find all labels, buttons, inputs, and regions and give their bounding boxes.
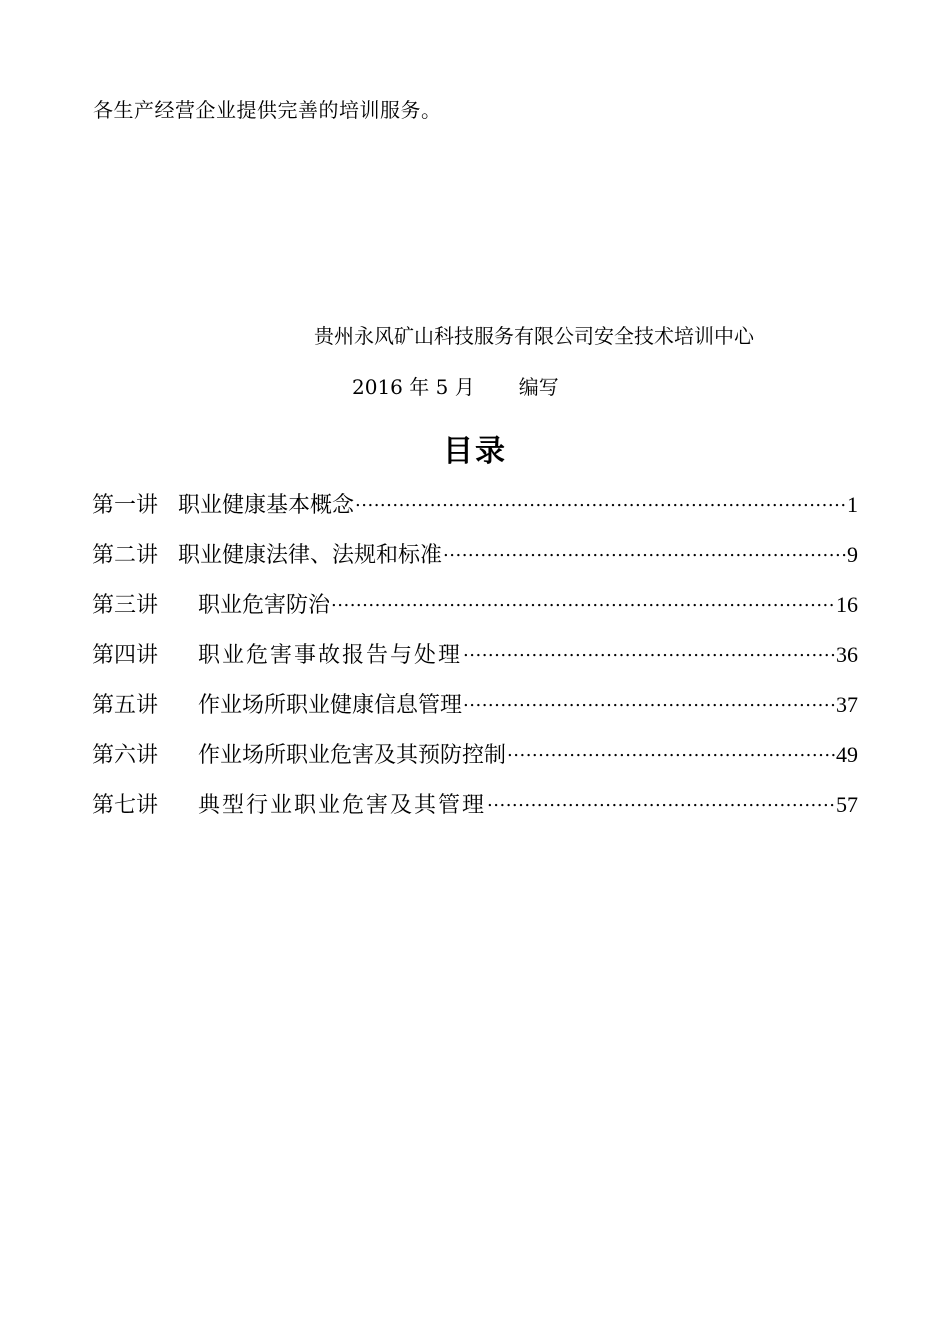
intro-text: 各生产经营企业提供完善的培训服务。 — [93, 98, 442, 122]
toc-chapter: 第一讲 — [92, 493, 159, 518]
toc-page-number: 49 — [836, 742, 858, 767]
toc-page-number: 16 — [836, 592, 858, 617]
toc-page-number: 37 — [836, 692, 858, 717]
toc-chapter: 第六讲 — [92, 743, 159, 768]
toc-page-number: 36 — [836, 642, 858, 667]
toc-topic: 职业危害防治 — [198, 593, 331, 618]
toc-page-number: 9 — [847, 542, 858, 567]
document-date: 2016 年 5 月 — [352, 375, 475, 399]
toc-topic: 职业健康法律、法规和标准 — [178, 543, 443, 568]
author-note: 编写 — [518, 375, 559, 399]
toc-chapter: 第四讲 — [92, 643, 159, 668]
toc-entry[interactable] — [92, 780, 858, 830]
toc-chapter: 第三讲 — [92, 593, 159, 618]
table-of-contents — [92, 480, 858, 830]
organization-name: 贵州永风矿山科技服务有限公司安全技术培训中心 — [314, 324, 754, 348]
toc-leader-dots — [463, 630, 835, 662]
toc-topic: 典型行业职业危害及其管理 — [198, 793, 487, 818]
toc-entry[interactable] — [92, 580, 858, 630]
toc-topic: 作业场所职业危害及其预防控制 — [198, 743, 507, 768]
toc-entry[interactable] — [92, 630, 858, 680]
toc-leader-dots — [331, 580, 835, 612]
toc-page-number: 57 — [836, 792, 858, 817]
toc-topic: 职业危害事故报告与处理 — [198, 643, 463, 668]
toc-leader-dots — [487, 780, 835, 812]
toc-entry[interactable] — [92, 680, 858, 730]
toc-entry[interactable] — [92, 480, 858, 530]
toc-entry[interactable] — [92, 530, 858, 580]
toc-chapter: 第七讲 — [92, 793, 159, 818]
date-line — [352, 371, 559, 400]
toc-leader-dots — [507, 730, 835, 762]
toc-leader-dots — [443, 530, 846, 562]
toc-chapter: 第五讲 — [92, 693, 159, 718]
toc-leader-dots — [355, 480, 846, 512]
toc-title: 目录 — [443, 434, 507, 469]
toc-chapter: 第二讲 — [92, 543, 159, 568]
toc-topic: 职业健康基本概念 — [178, 493, 355, 518]
toc-page-number: 1 — [847, 492, 858, 517]
toc-topic: 作业场所职业健康信息管理 — [198, 693, 463, 718]
toc-leader-dots — [463, 680, 835, 712]
toc-entry[interactable] — [92, 730, 858, 780]
